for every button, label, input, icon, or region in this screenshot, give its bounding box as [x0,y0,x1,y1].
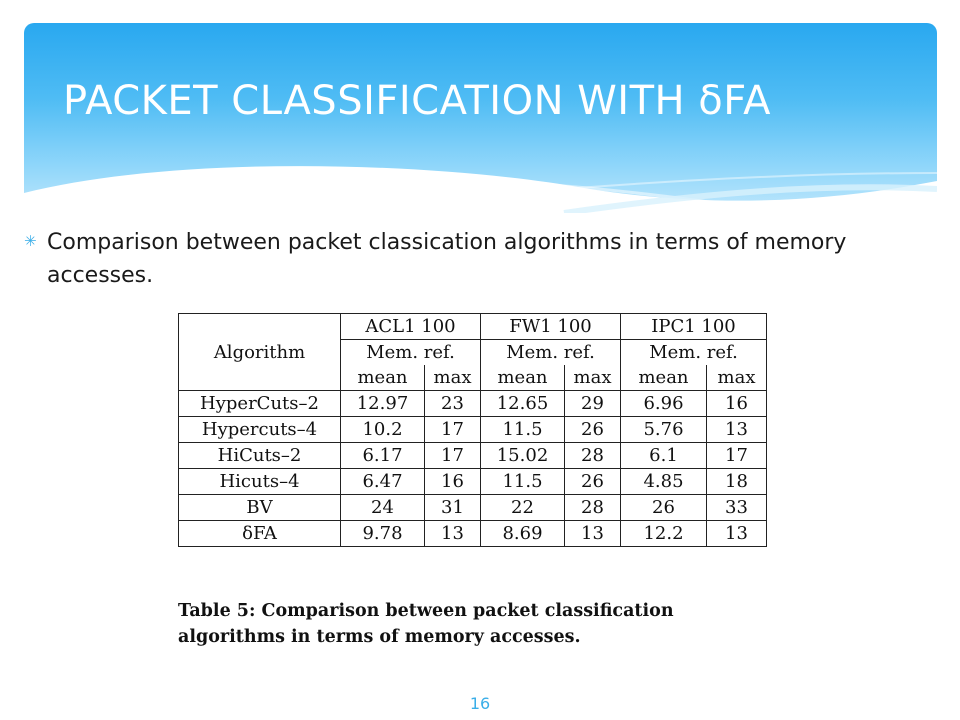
table-cell: 31 [425,495,481,521]
table-cell: 24 [341,495,425,521]
table-cell: 12.65 [481,391,565,417]
algorithm-name: δFA [179,521,341,547]
table-row [179,469,767,495]
algorithm-name: HiCuts–2 [179,443,341,469]
header-max: max [565,365,621,391]
table-row [179,443,767,469]
algorithm-name: Hicuts–4 [179,469,341,495]
table-cell: 11.5 [481,417,565,443]
header-mean: mean [481,365,565,391]
table-cell: 16 [707,391,767,417]
table-cell: 13 [707,417,767,443]
table-row [179,391,767,417]
table-cell: 29 [565,391,621,417]
page-number: 16 [469,694,491,713]
comparison-table [178,313,767,547]
table-cell: 16 [425,469,481,495]
table-cell: 9.78 [341,521,425,547]
header-mem-ref: Mem. ref. [621,340,767,366]
table-cell: 28 [565,443,621,469]
asterisk-icon: ✳ [24,232,37,250]
header-algorithm: Algorithm [179,314,341,391]
bullet-text: Comparison between packet classication algorithms in terms of memory accesses. [47,230,847,288]
header-group: FW1 100 [481,314,621,340]
table-cell: 22 [481,495,565,521]
caption-line: Table 5: Comparison between packet classification [178,601,674,621]
comparison-table-image [178,313,767,547]
table-row [179,417,767,443]
header-group: ACL1 100 [341,314,481,340]
table-cell: 13 [565,521,621,547]
table-cell: 4.85 [621,469,707,495]
header-mem-ref: Mem. ref. [481,340,621,366]
table-cell: 6.17 [341,443,425,469]
table-cell: 26 [565,469,621,495]
table-cell: 11.5 [481,469,565,495]
table-cell: 12.97 [341,391,425,417]
table-cell: 33 [707,495,767,521]
table-cell: 17 [425,417,481,443]
table-caption [178,598,798,650]
table-cell: 28 [565,495,621,521]
table-row [179,495,767,521]
table-cell: 5.76 [621,417,707,443]
header-mean: mean [341,365,425,391]
table-row [179,521,767,547]
table-cell: 10.2 [341,417,425,443]
slide-title: PACKET CLASSIFICATION WITH δFA [63,78,771,124]
header-mean: mean [621,365,707,391]
table-cell: 13 [707,521,767,547]
table-cell: 6.1 [621,443,707,469]
table-cell: 13 [425,521,481,547]
table-header-row [179,314,767,340]
header-mem-ref: Mem. ref. [341,340,481,366]
table-cell: 6.96 [621,391,707,417]
caption-line: algorithms in terms of memory accesses. [178,627,581,647]
table-cell: 12.2 [621,521,707,547]
table-cell: 26 [565,417,621,443]
algorithm-name: HyperCuts–2 [179,391,341,417]
table-cell: 17 [425,443,481,469]
table-cell: 17 [707,443,767,469]
table-cell: 18 [707,469,767,495]
table-cell: 6.47 [341,469,425,495]
table-cell: 15.02 [481,443,565,469]
table-cell: 23 [425,391,481,417]
algorithm-name: Hypercuts–4 [179,417,341,443]
table-cell: 8.69 [481,521,565,547]
table-cell: 26 [621,495,707,521]
header-group: IPC1 100 [621,314,767,340]
header-max: max [707,365,767,391]
header-max: max [425,365,481,391]
algorithm-name: BV [179,495,341,521]
